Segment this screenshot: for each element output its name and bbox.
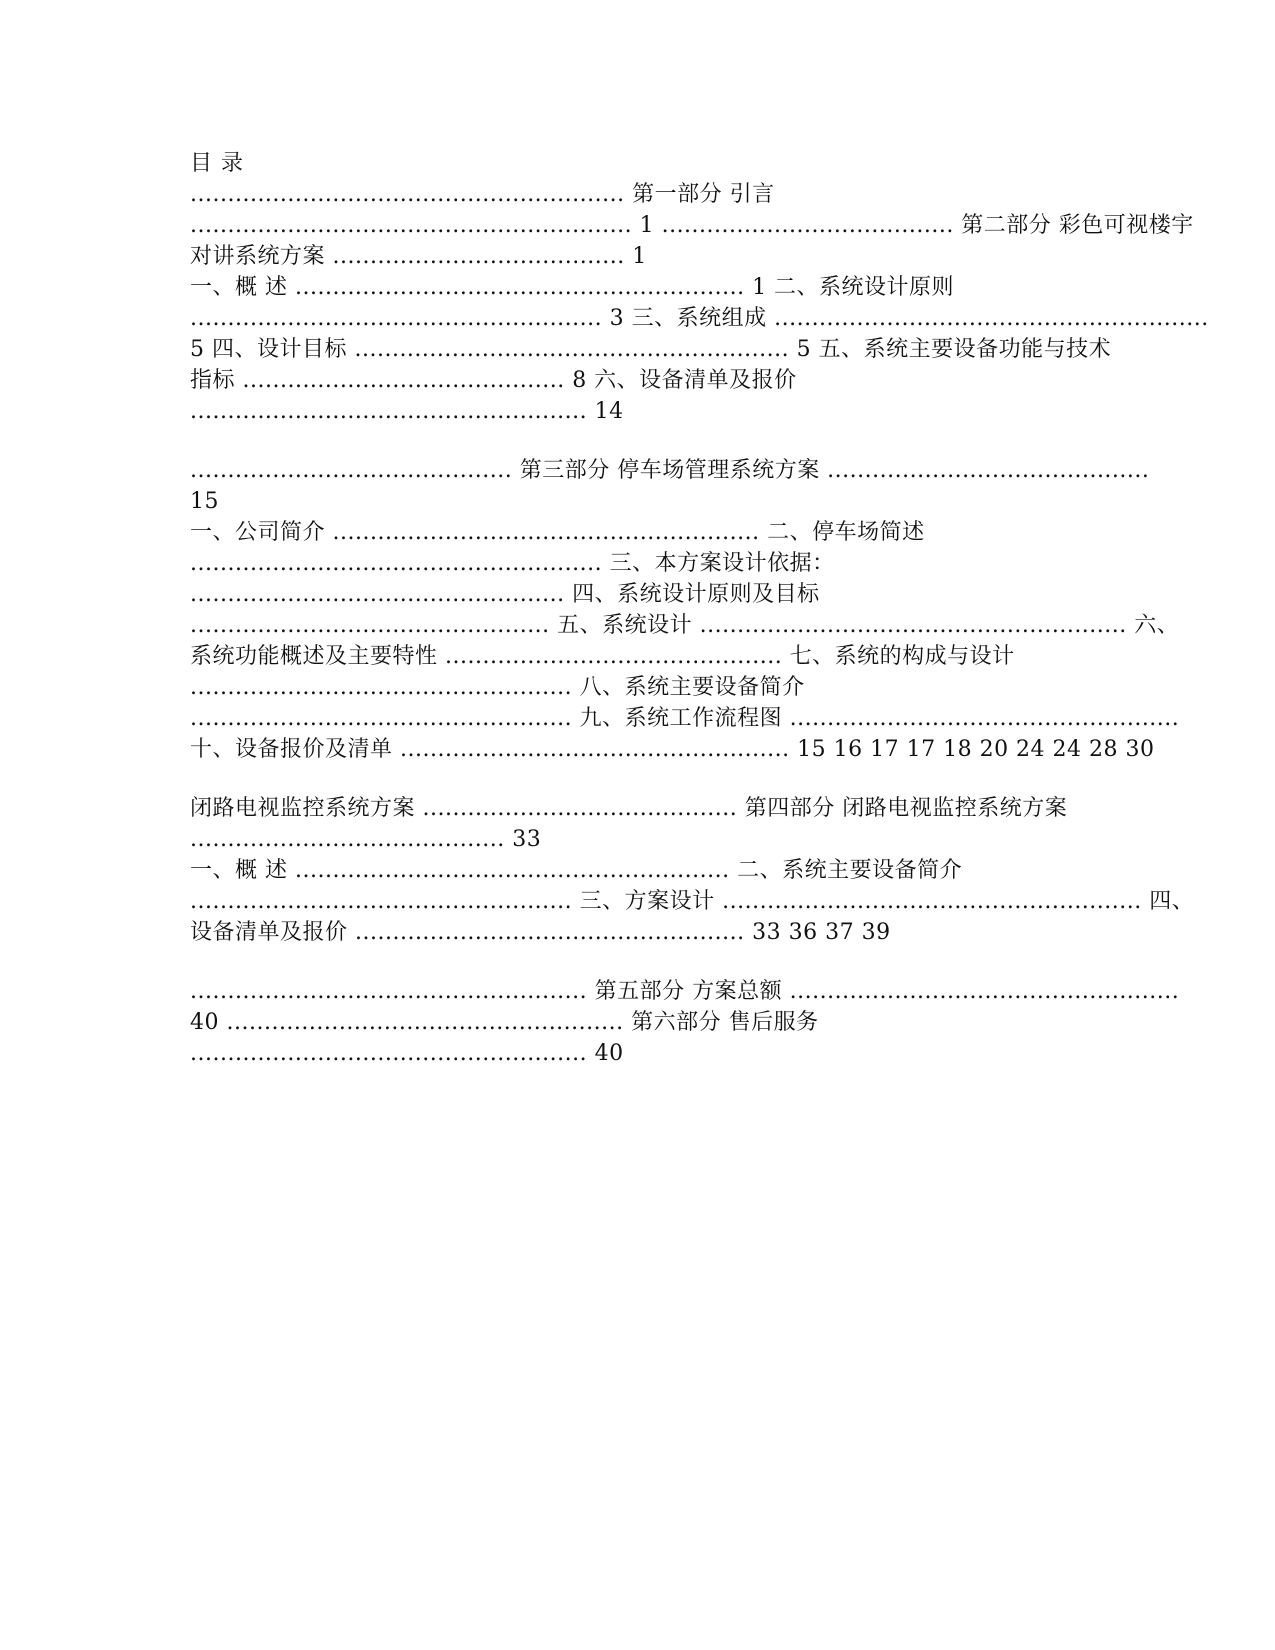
toc-line: 5 四、设计目标 .......................................................... 5 五、系统主要设备功能与技术 — [190, 337, 1112, 362]
toc-line: 设备清单及报价 .................................................... 33 36 37 39 — [190, 920, 891, 945]
section-gap — [190, 765, 1110, 793]
toc-line: ................................................... 八、系统主要设备简介 — [190, 675, 805, 700]
toc-line: ................................................... 三、方案设计 ........................................................ 四、 — [190, 889, 1195, 914]
toc-line: 十、设备报价及清单 .................................................... 15 16 17 17 18 20 24 24 28 30 — [190, 737, 1155, 762]
toc-line: 一、概 述 .......................................................... 二、系统主要设备简介 — [190, 858, 963, 883]
toc-line: 闭路电视监控系统方案 .......................................... 第四部分 闭路电视监控系统方案 — [190, 796, 1068, 821]
toc-line: 对讲系统方案 ....................................... 1 — [190, 244, 647, 269]
toc-body — [190, 179, 1209, 1069]
section-gap — [190, 427, 1110, 455]
toc-title: 目 录 — [190, 151, 244, 176]
toc-line: 15 — [190, 489, 219, 514]
toc-line: ................................................... 九、系统工作流程图 .................................................... — [190, 706, 1180, 731]
toc-line: 一、概 述 ............................................................ 1 二、系统设计原则 — [190, 275, 955, 300]
toc-line: 指标 ........................................... 8 六、设备清单及报价 — [190, 368, 797, 393]
toc-line: .......................................................... 第一部分 引言 — [190, 182, 775, 207]
toc-line: ....................................................... 3 三、系统组成 .......................................................... — [190, 306, 1209, 331]
toc-line: ..................................................... 第五部分 方案总额 .................................................... — [190, 979, 1180, 1004]
toc-line: 40 ..................................................... 第六部分 售后服务 — [190, 1010, 819, 1035]
table-of-contents — [190, 148, 1209, 1069]
toc-line: 系统功能概述及主要特性 ............................................. 七、系统的构成与设计 — [190, 644, 1015, 669]
toc-line: .......................................... 33 — [190, 827, 542, 852]
toc-line: ....................................................... 三、本方案设计依据： — [190, 551, 835, 576]
toc-line: .................................................. 四、系统设计原则及目标 — [190, 582, 820, 607]
toc-line: ........................................... 第三部分 停车场管理系统方案 ........................................... — [190, 458, 1150, 483]
toc-line: 一、公司简介 ......................................................... 二、停车场简述 — [190, 520, 925, 545]
toc-line: ........................................................... 1 ....................................... 第二部分 彩色可视楼宇 — [190, 213, 1194, 238]
section-gap — [190, 948, 1110, 976]
toc-line: ..................................................... 40 — [190, 1041, 624, 1066]
toc-line: ................................................ 五、系统设计 ......................................................... 六、 — [190, 613, 1180, 638]
toc-line: ..................................................... 14 — [190, 399, 624, 424]
